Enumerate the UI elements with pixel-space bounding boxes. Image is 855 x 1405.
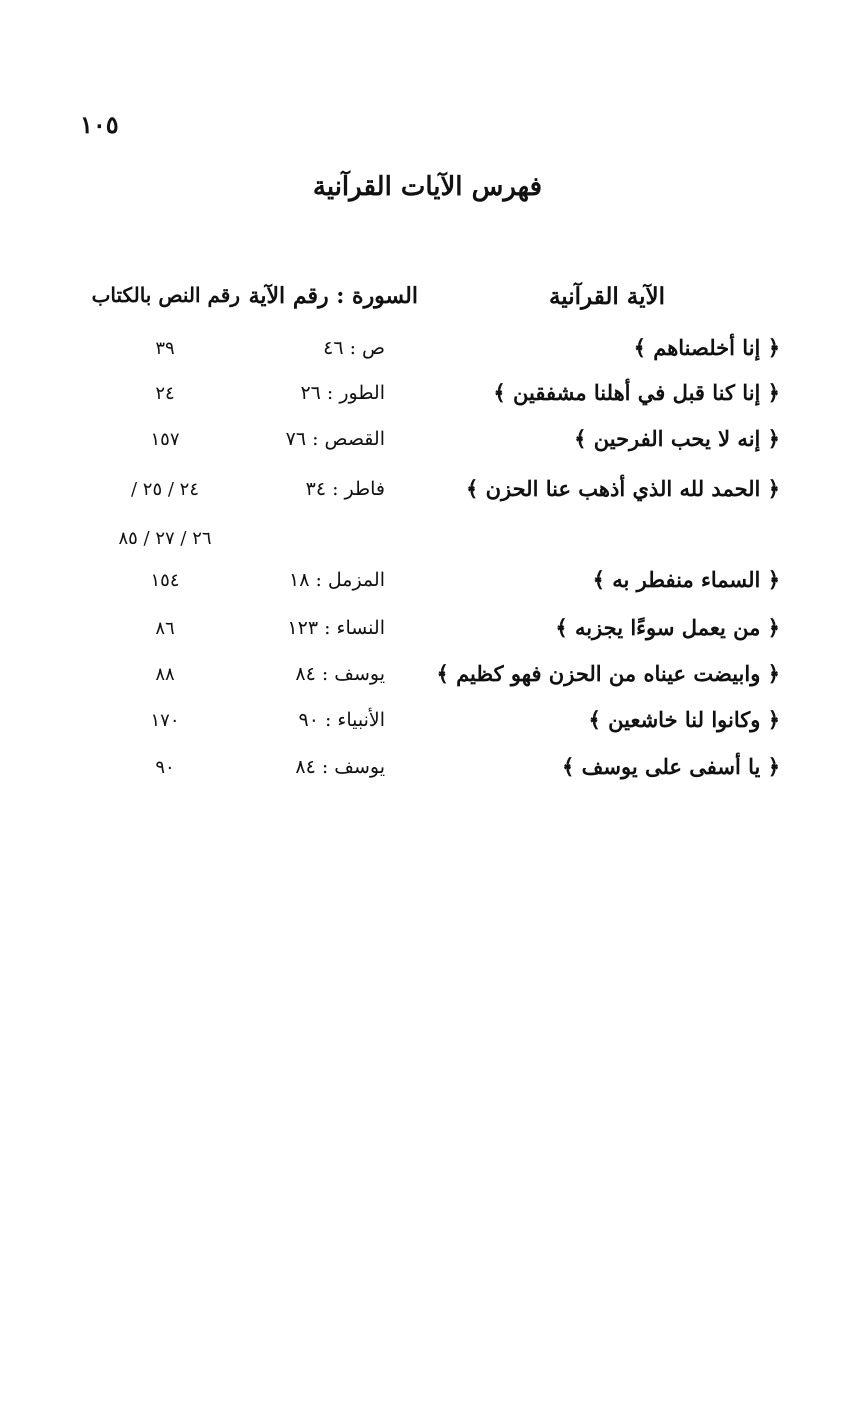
verse-text: ﴿ السماء منفطر به ﴾ [592,567,780,592]
text-reference-number: ٨٨ [155,664,175,685]
verse-text: ﴿ إنا أخلصناهم ﴾ [633,335,780,360]
table-row [0,426,855,462]
verse-text: ﴿ الحمد لله الذي أذهب عنا الحزن ﴾ [466,476,780,501]
text-reference-number: ٢٦ / ٢٧ / ٨٥ [118,528,212,549]
table-row [0,380,855,416]
surah-verse-number: القصص : ٧٦ [285,428,385,450]
text-reference-number: ٨٦ [155,618,175,639]
table-row [0,661,855,697]
table-row [0,525,855,561]
text-reference-number: ١٥٧ [150,429,180,450]
table-row [0,615,855,651]
verse-text: ﴿ وكانوا لنا خاشعين ﴾ [588,707,780,732]
column-header-reference: رقم النص بالكتاب [91,283,240,307]
surah-verse-number: الأنبياء : ٩٠ [298,709,385,731]
surah-verse-number: فاطر : ٣٤ [305,478,385,500]
surah-verse-number: يوسف : ٨٤ [295,756,385,778]
verse-text: ﴿ وابيضت عيناه من الحزن فهو كظيم ﴾ [436,661,780,686]
table-row [0,335,855,371]
surah-verse-number: النساء : ١٢٣ [287,617,385,639]
verse-text: ﴿ إنه لا يحب الفرحين ﴾ [574,426,780,451]
table-row [0,567,855,603]
text-reference-number: ٢٤ / ٢٥ / [131,479,199,500]
text-reference-number: ٩٠ [155,757,175,778]
column-header-surah: السورة : رقم الآية [248,283,418,309]
text-reference-number: ٣٩ [155,338,175,359]
text-reference-number: ٢٤ [155,383,175,404]
verse-text: ﴿ من يعمل سوءًا يجزبه ﴾ [555,615,780,640]
surah-verse-number: الطور : ٢٦ [300,382,385,404]
verse-text: ﴿ يا أسفى على يوسف ﴾ [562,754,780,779]
column-header-verse: الآية القرآنية [548,283,665,310]
page-number: ١٠٥ [80,110,119,139]
table-row [0,754,855,790]
table-row [0,707,855,743]
table-row [0,476,855,512]
verse-text: ﴿ إنا كنا قبل في أهلنا مشفقين ﴾ [493,380,780,405]
text-reference-number: ١٥٤ [150,570,180,591]
text-reference-number: ١٧٠ [150,710,180,731]
surah-verse-number: يوسف : ٨٤ [295,663,385,685]
page-title: فهرس الآيات القرآنية [312,172,543,202]
surah-verse-number: المزمل : ١٨ [288,569,385,591]
surah-verse-number: ص : ٤٦ [323,337,385,359]
